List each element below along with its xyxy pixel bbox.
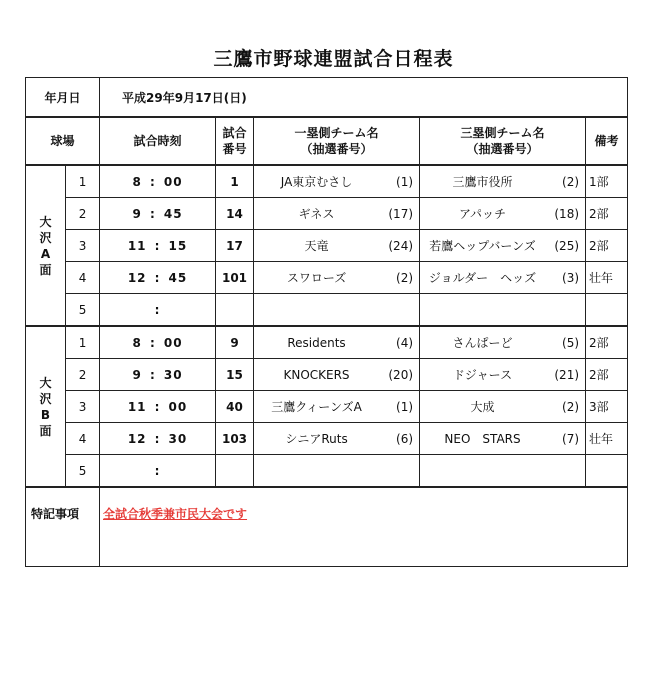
- game-order: 1: [66, 165, 100, 198]
- third-team-name: アパッチ: [458, 207, 507, 221]
- game-number: 103: [216, 423, 254, 455]
- time-hour: 11: [127, 238, 147, 253]
- game-number: 15: [216, 359, 254, 391]
- first-base-team: [254, 326, 420, 359]
- game-number: 40: [216, 391, 254, 423]
- third-base-team: [420, 262, 586, 294]
- game-order: 3: [66, 230, 100, 262]
- third-team-lot: (18): [554, 206, 580, 221]
- game-row: [26, 455, 628, 488]
- first-team-name: 三鷹クィーンズA: [271, 400, 362, 414]
- field-name-char: 面: [39, 262, 52, 277]
- game-row: [26, 262, 628, 294]
- page-title: 三鷹市野球連盟試合日程表: [213, 48, 454, 70]
- first-team-name: シニアRuts: [285, 432, 348, 446]
- game-remark: [586, 294, 628, 327]
- third-team-lot: (21): [554, 367, 580, 382]
- date-row: [26, 78, 628, 118]
- game-row: [26, 359, 628, 391]
- first-base-team: [254, 165, 420, 198]
- time-hour: 8: [132, 174, 142, 189]
- third-base-team: [420, 165, 586, 198]
- third-base-team: [420, 198, 586, 230]
- header-time: 試合時刻: [100, 117, 216, 165]
- first-team-name: Residents: [287, 335, 346, 350]
- time-minute: 30: [163, 367, 183, 382]
- header-game-no: [216, 117, 254, 165]
- first-team-name: ギネス: [298, 207, 335, 221]
- first-team-lot: (2): [396, 270, 414, 285]
- first-team-lot: (6): [396, 431, 414, 446]
- third-team-name: 若鷹ヘップバーンズ: [429, 239, 536, 253]
- game-number: 17: [216, 230, 254, 262]
- field-name-char: 面: [39, 423, 52, 438]
- third-team-lot: (2): [562, 399, 580, 414]
- first-team-lot: (24): [388, 238, 414, 253]
- game-order: 1: [66, 326, 100, 359]
- third-team-name: [420, 294, 545, 325]
- time-hour: 12: [127, 431, 147, 446]
- time-minute: 15: [168, 238, 188, 253]
- time-colon: :: [154, 431, 161, 446]
- field-name-char: B: [40, 407, 51, 422]
- game-remark: 壮年: [586, 423, 628, 455]
- game-row: [26, 165, 628, 198]
- game-number: 14: [216, 198, 254, 230]
- time-colon: :: [149, 206, 156, 221]
- field-name-char: 沢: [39, 230, 52, 245]
- notes-text: 全試合秋季兼市民大会です: [100, 487, 628, 567]
- game-row: [26, 326, 628, 359]
- field-name-char: 沢: [39, 391, 52, 406]
- header-first-base: [254, 117, 420, 165]
- header-third-base: [420, 117, 586, 165]
- game-row: [26, 198, 628, 230]
- third-team-name: 大成: [470, 400, 495, 414]
- game-order: 3: [66, 391, 100, 423]
- game-remark: 2部: [586, 198, 628, 230]
- first-team-name: KNOCKERS: [283, 367, 350, 382]
- game-order: 5: [66, 455, 100, 488]
- third-team-name: 三鷹市役所: [452, 175, 513, 189]
- first-team-name: [254, 294, 379, 325]
- header-first-base-line2: （抽選番号）: [300, 142, 373, 156]
- time-hour: 11: [127, 399, 147, 414]
- third-base-team: [420, 359, 586, 391]
- game-number: 9: [216, 326, 254, 359]
- game-remark: 2部: [586, 359, 628, 391]
- first-team-name: JA東京むさし: [280, 175, 353, 189]
- game-time: [100, 326, 216, 359]
- time-colon: :: [154, 463, 161, 478]
- time-hour: 12: [127, 270, 147, 285]
- third-team-lot: (3): [562, 270, 580, 285]
- time-minute: 45: [163, 206, 183, 221]
- time-colon: :: [149, 367, 156, 382]
- game-remark: 壮年: [586, 262, 628, 294]
- field-name-char: 大: [39, 214, 52, 229]
- third-team-name: さんぱーど: [452, 336, 513, 350]
- first-team-lot: (1): [396, 399, 414, 414]
- game-remark: 3部: [586, 391, 628, 423]
- third-team-name: NEO STARS: [444, 432, 521, 446]
- first-base-team: [254, 423, 420, 455]
- third-team-lot: (2): [562, 174, 580, 189]
- time-minute: 00: [163, 174, 183, 189]
- time-colon: :: [154, 399, 161, 414]
- first-team-lot: (20): [388, 367, 414, 382]
- header-game-no-line2: 番号: [222, 142, 247, 156]
- date-value: 平成29年9月17日(日): [100, 78, 628, 118]
- header-third-base-line1: 三塁側チーム名: [460, 126, 545, 140]
- third-team-name: ドジャース: [452, 368, 513, 382]
- notes-label: 特記事項: [26, 487, 100, 567]
- third-team-lot: (25): [554, 238, 580, 253]
- field-name: [26, 165, 66, 326]
- third-base-team: [420, 423, 586, 455]
- time-hour: 9: [132, 206, 142, 221]
- game-remark: 2部: [586, 230, 628, 262]
- time-colon: :: [154, 302, 161, 317]
- time-colon: :: [154, 238, 161, 253]
- time-minute: 30: [168, 431, 188, 446]
- field-name-char: 大: [39, 375, 52, 390]
- game-row: [26, 294, 628, 327]
- first-team-lot: (1): [396, 174, 414, 189]
- field-name-char: A: [40, 246, 51, 261]
- first-base-team: [254, 230, 420, 262]
- time-minute: 00: [168, 399, 188, 414]
- first-base-team: [254, 294, 420, 327]
- first-base-team: [254, 455, 420, 488]
- game-row: [26, 423, 628, 455]
- header-field: 球場: [26, 117, 100, 165]
- third-base-team: [420, 391, 586, 423]
- first-team-lot: (17): [388, 206, 414, 221]
- first-base-team: [254, 198, 420, 230]
- header-third-base-line2: （抽選番号）: [466, 142, 539, 156]
- game-row: [26, 391, 628, 423]
- date-label: 年月日: [26, 78, 100, 118]
- header-remarks: 備考: [586, 117, 628, 165]
- game-order: 2: [66, 359, 100, 391]
- schedule-table: [25, 77, 628, 567]
- game-time: [100, 165, 216, 198]
- game-number: 101: [216, 262, 254, 294]
- game-time: [100, 294, 216, 327]
- game-remark: [586, 455, 628, 488]
- first-base-team: [254, 359, 420, 391]
- game-order: 2: [66, 198, 100, 230]
- game-time: [100, 262, 216, 294]
- time-hour: 9: [132, 367, 142, 382]
- third-base-team: [420, 230, 586, 262]
- time-colon: :: [149, 335, 156, 350]
- header-row: [26, 117, 628, 165]
- first-base-team: [254, 262, 420, 294]
- game-number: 1: [216, 165, 254, 198]
- third-team-name: ジョルダー ヘッズ: [428, 271, 537, 285]
- first-team-lot: (4): [396, 335, 414, 350]
- game-order: 4: [66, 423, 100, 455]
- third-team-lot: (7): [562, 431, 580, 446]
- time-hour: 8: [132, 335, 142, 350]
- game-number: [216, 294, 254, 327]
- game-time: [100, 455, 216, 488]
- first-team-name: 天竜: [304, 239, 329, 253]
- game-remark: 2部: [586, 326, 628, 359]
- game-time: [100, 423, 216, 455]
- game-order: 4: [66, 262, 100, 294]
- time-colon: :: [154, 270, 161, 285]
- third-base-team: [420, 294, 586, 327]
- time-minute: 00: [163, 335, 183, 350]
- first-base-team: [254, 391, 420, 423]
- game-time: [100, 359, 216, 391]
- game-remark: 1部: [586, 165, 628, 198]
- game-row: [26, 230, 628, 262]
- field-name: [26, 326, 66, 487]
- first-team-name: スワローズ: [286, 271, 347, 285]
- game-order: 5: [66, 294, 100, 327]
- header-first-base-line1: 一塁側チーム名: [294, 126, 379, 140]
- header-game-no-line1: 試合: [222, 126, 247, 140]
- game-time: [100, 230, 216, 262]
- game-time: [100, 198, 216, 230]
- game-number: [216, 455, 254, 488]
- third-base-team: [420, 455, 586, 488]
- third-team-name: [420, 455, 545, 486]
- third-team-lot: (5): [562, 335, 580, 350]
- game-time: [100, 391, 216, 423]
- notes-row: [26, 487, 628, 567]
- third-base-team: [420, 326, 586, 359]
- first-team-name: [254, 455, 379, 486]
- time-colon: :: [149, 174, 156, 189]
- time-minute: 45: [168, 270, 188, 285]
